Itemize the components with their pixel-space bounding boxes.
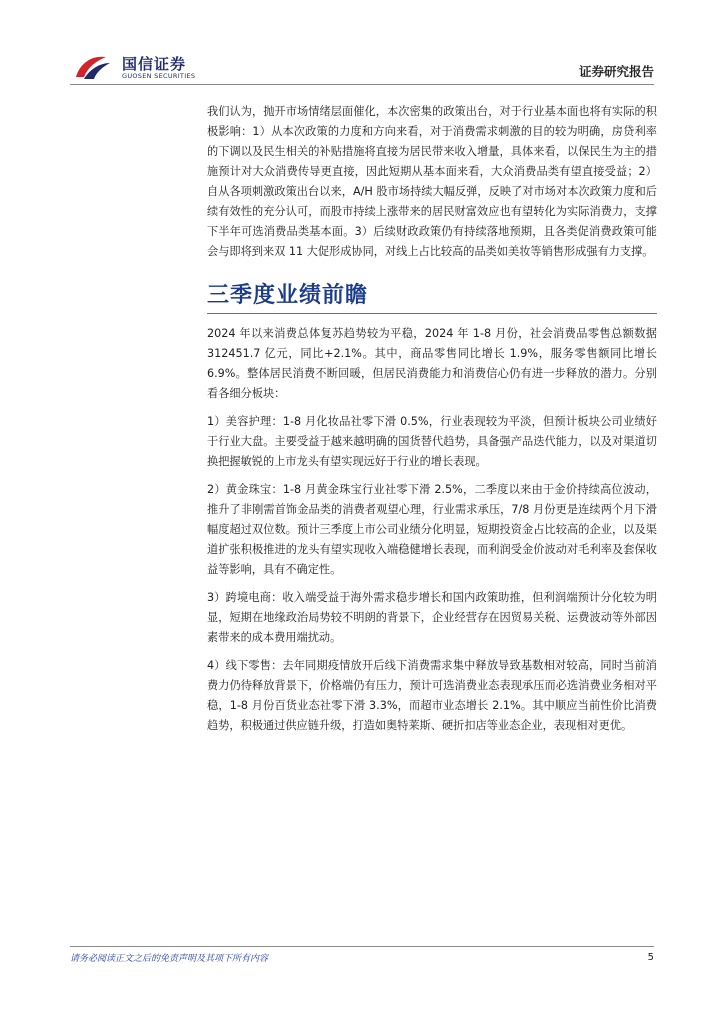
section-heading: 三季度业绩前瞻: [207, 278, 657, 314]
report-body: [207, 102, 657, 744]
cross-border-ecommerce-paragraph: 3）跨境电商：收入端受益于海外需求稳步增长和国内政策助推，但利润端预计分化较为明显，短期在地缘政治局势较不明朗的背景下，企业经营存在因贸易关税、运费波动等外部因素带来的成本费用端扰动。: [207, 591, 657, 644]
guosen-logo: [72, 53, 232, 81]
guosen-logo-icon: [72, 53, 112, 81]
intro-paragraph: 我们认为，抛开市场情绪层面催化，本次密集的政策出台，对于行业基本面也将有实际的积极影响：1）从本次政策的力度和方向来看，对于消费需求刺激的目的较为明确，房贷利率的下调以及民生相关的补贴措施将直接为居民带来收入增量，具体来看，以保民生为主的措施预计对大众消费传导更直接，因此短期从基本面来看，大众消费品类有望直接受益；2）自从各项刺激政策出台以来，A/H 股市场持续大幅反弹，反映了对市场对本次政策力度和后续有效性的充分认可，而股市持续上涨带来的居民财富效应也有望转化为实际消费力，支撑下半年可选消费品类基本面。3）后续财政政策仍有持续落地预期，且各类促消费政策可能会与即将到来双 11 大促形成协同，对线上占比较高的品类如美妆等销售形成强有力支撑。: [207, 105, 657, 258]
page-header: [0, 0, 724, 90]
footer-divider: [70, 946, 654, 947]
overview-paragraph: 2024 年以来消费总体复苏趋势较为平稳，2024 年 1-8 月份，社会消费品零售总额数据 312451.7 亿元，同比+2.1%。其中，商品零售同比增长 1.9%，服务零售额同比增长 6.9%。整体居民消费不断回暖，但居民消费能力和消费信心仍有进一步释放的潜力。分别看各细分板块：: [207, 327, 657, 400]
report-type-label: 证券研究报告: [578, 64, 654, 79]
offline-retail-paragraph: 4）线下零售：去年同期疫情放开后线下消费需求集中释放导致基数相对较高，同时当前消费力仍待释放背景下，价格端仍有压力，预计可选消费业态表现承压而必选消费业务相对平稳，1-8 月份百货业态社零下滑 3.3%，而超市业态增长 2.1%。其中顺应当前性价比消费趋势，积极通过供应链升级，打造如奥特莱斯、硬折扣店等业态企业，表现相对更优。: [207, 659, 657, 732]
brand-name-en: GUOSEN SECURITIES: [122, 72, 196, 80]
disclaimer-text: 请务必阅读正文之后的免责声明及其项下所有内容: [70, 954, 269, 964]
header-divider: [70, 84, 654, 85]
gold-jewelry-paragraph: 2）黄金珠宝：1-8 月黄金珠宝行业社零下滑 2.5%，二季度以来由于金价持续高位波动，推升了非刚需首饰金品类的消费者观望心理，行业需求承压，7/8 月份更是连续两个月下滑幅度超过双位数。预计三季度上市公司业绩分化明显，短期投资金占比较高的企业，以及渠道扩张积极推进的龙头有望实现收入端稳健增长表现，而利润受金价波动对毛利率及套保收益等影响，具有不确定性。: [207, 483, 657, 576]
beauty-care-paragraph: 1）美容护理：1-8 月化妆品社零下滑 0.5%，行业表现较为平淡，但预计板块公司业绩好于行业大盘。主要受益于越来越明确的国货替代趋势，具备强产品迭代能力，以及对渠道切换把握敏锐的上市龙头有望实现远好于行业的增长表现。: [207, 415, 657, 468]
page-number: 5: [647, 952, 654, 963]
brand-name-cn: 国信证券: [122, 55, 187, 73]
